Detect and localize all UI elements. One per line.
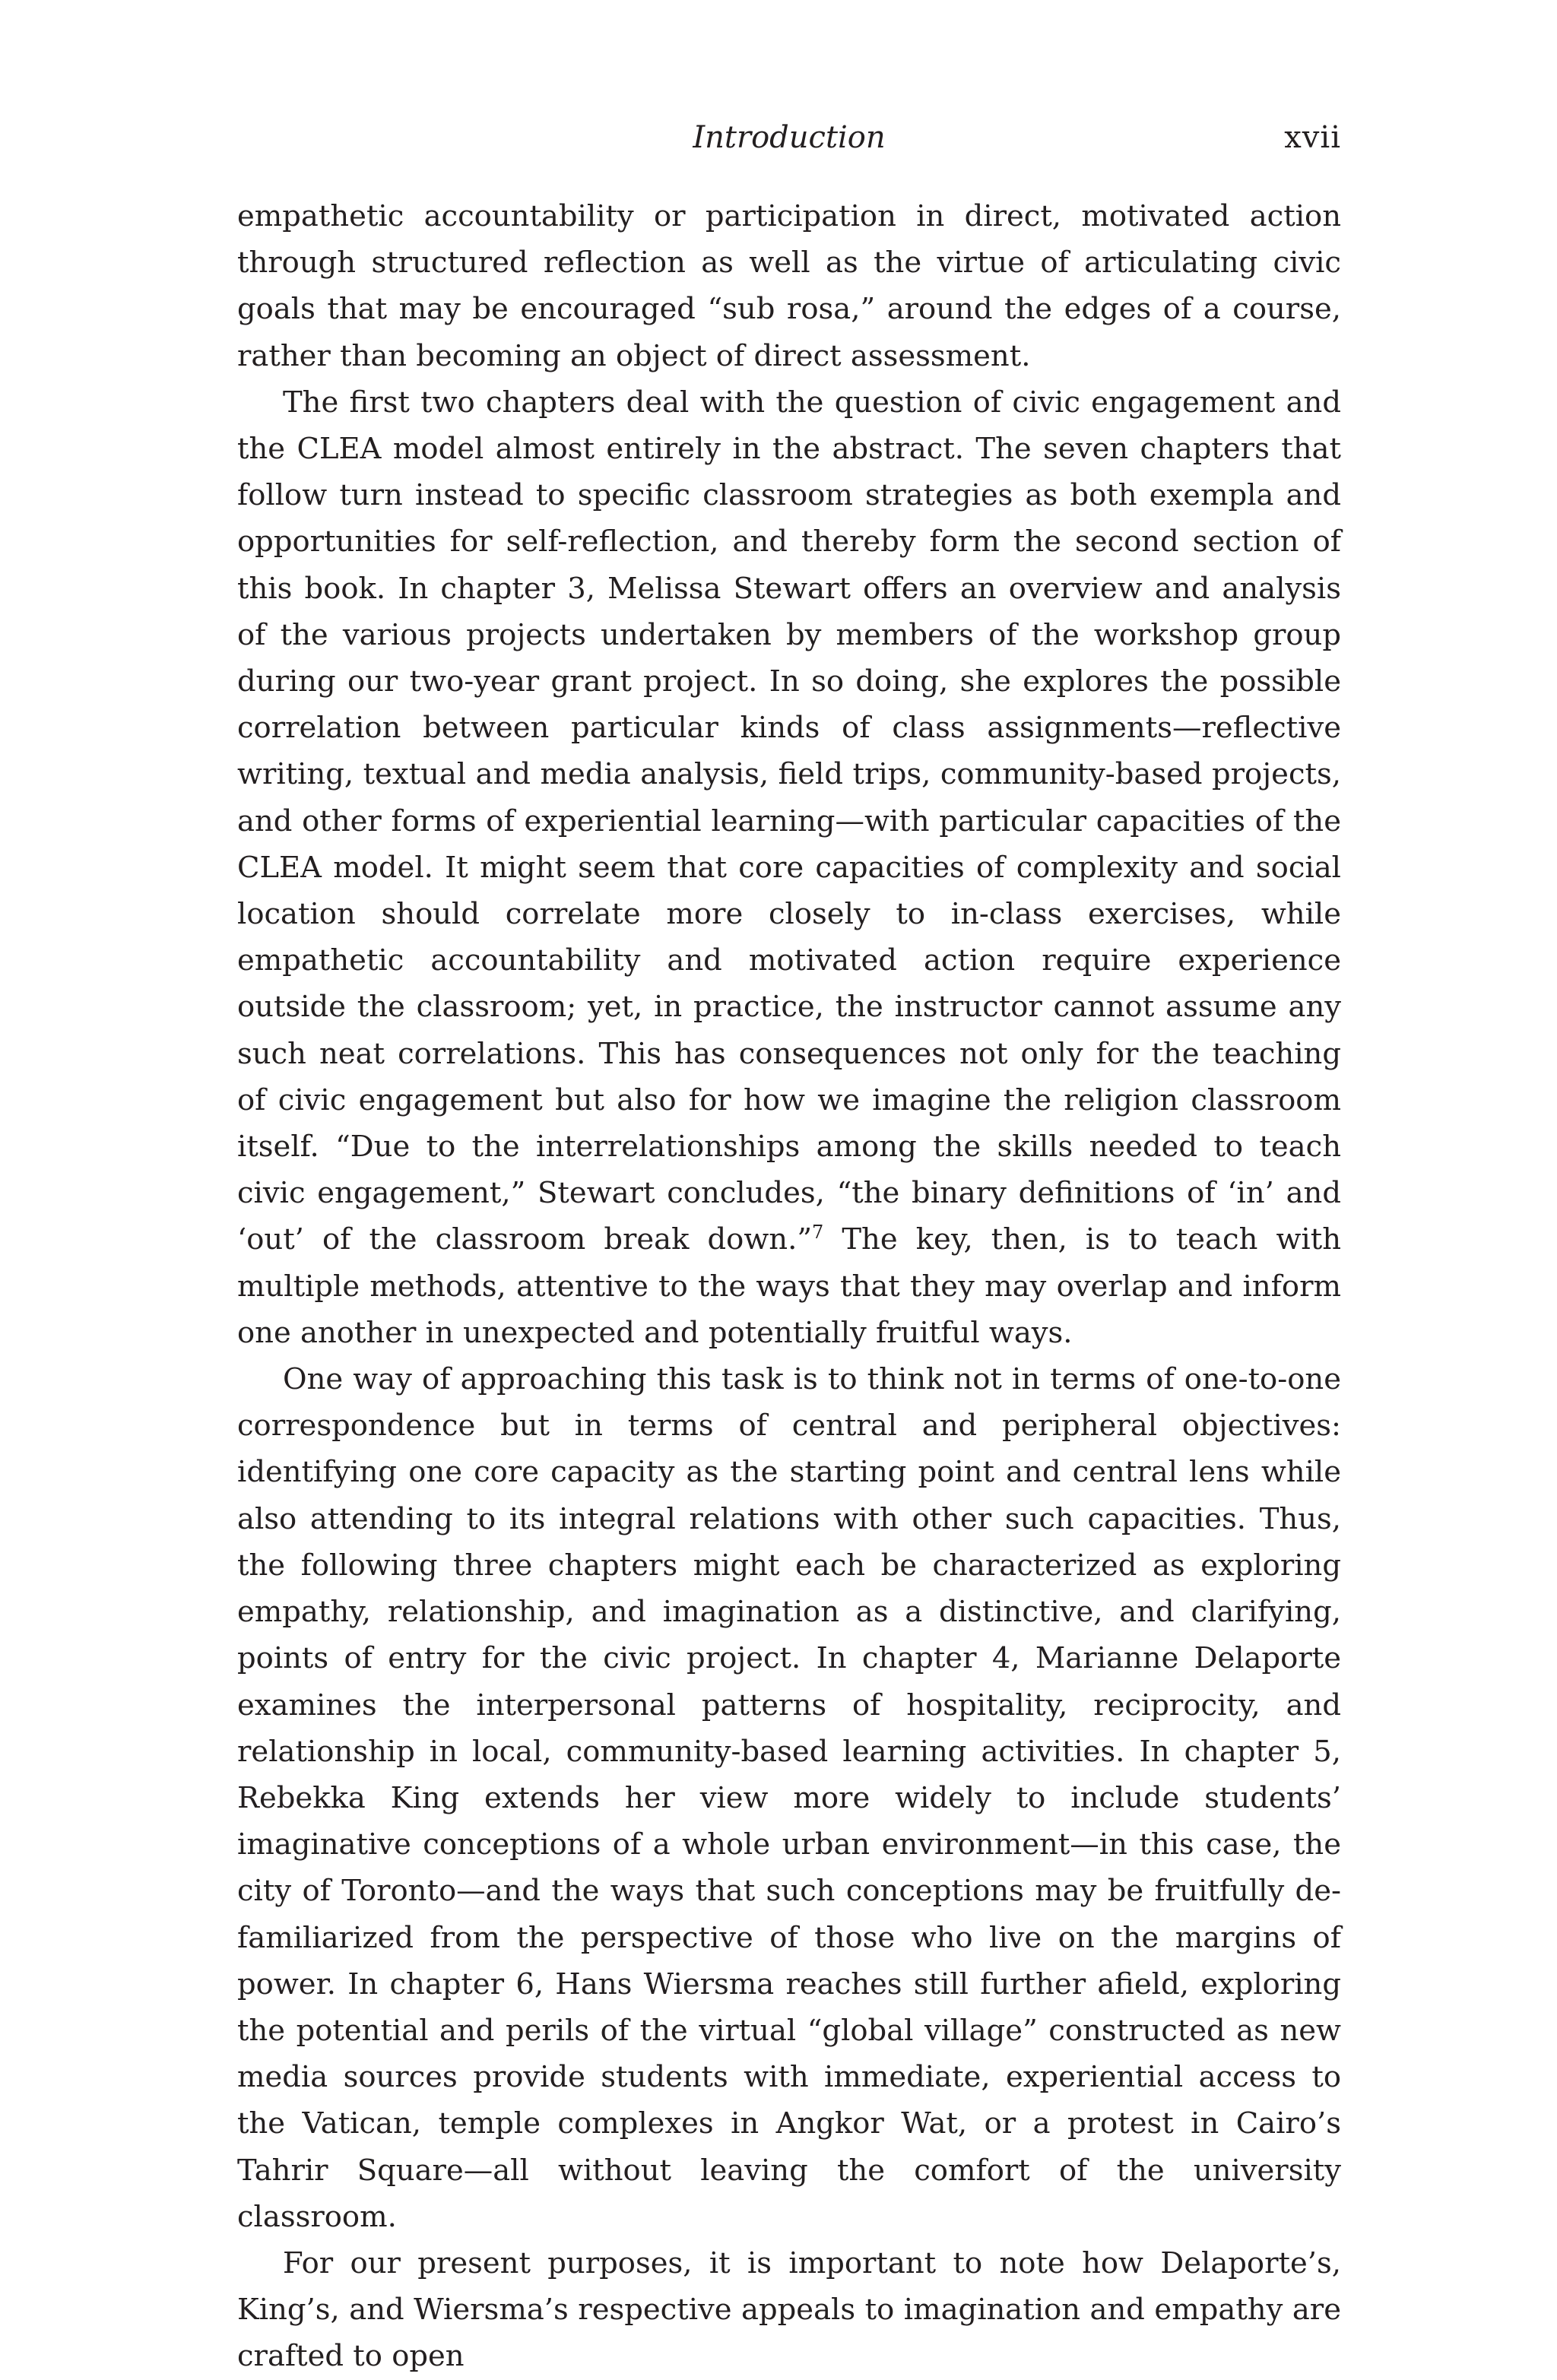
- body-text: [237, 193, 1341, 2380]
- paragraph-2: [237, 379, 1341, 1356]
- endnote-reference[interactable]: 7: [812, 1222, 824, 1244]
- book-page: [237, 114, 1341, 2380]
- running-header: [237, 114, 1341, 167]
- page-number: xvii: [1284, 120, 1341, 155]
- paragraph-text: For our present purposes, it is important to note how Delaporte’s, King’s, and Wiersma’s respective appeals to imagination and empathy are crafted to open: [237, 2245, 1341, 2374]
- paragraph-4: [237, 2240, 1341, 2380]
- paragraph-text-continued: The key, then, is to teach with multiple methods, attentive to the ways that they may overlap and inform one another in unexpected and potentially fruitful ways.: [237, 1222, 1341, 1350]
- paragraph-text: The first two chapters deal with the question of civic engagement and the CLEA model almost entirely in the abstract. The seven chapters that follow turn instead to specific classroom strategies as both exempla and opportunities for self-reflection, and thereby form the second section of this book. In chapter 3, Melissa Stewart offers an overview and analysis of the various projects undertaken by members of the workshop group during our two-year grant project. In so doing, she explores the possible correlation between particular kinds of class assignments—reflective writing, textual and media analysis, field trips, community-based projects, and other forms of experiential learning—with particular capacities of the CLEA model. It might seem that core capacities of complexity and social location should correlate more closely to in-class exercises, while empathetic accountability and motivated action require experience outside the classroom; yet, in practice, the instructor cannot assume any such neat correlations. This has consequences not only for the teaching of civic engagement but also for how we imagine the religion classroom itself. “Due to the interrelationships among the skills needed to teach civic engagement,” Stewart concludes, “the binary definitions of ‘in’ and ‘out’ of the classroom break down.”: [237, 385, 1341, 1257]
- running-title: Introduction: [693, 120, 886, 155]
- paragraph-3: [237, 1356, 1341, 2240]
- paragraph-1: [237, 193, 1341, 379]
- paragraph-text: empathetic accountability or participation in direct, motivated action through structured reflection as well as the virtue of articulating civic goals that may be encouraged “sub rosa,” around the edges of a course, rather than becoming an object of direct assessment.: [237, 199, 1341, 373]
- paragraph-text: One way of approaching this task is to think not in terms of one-to-one correspondence but in terms of central and peripheral objectives: identifying one core capacity as the starting point and central lens while also attending to its integral relations with other such capacities. Thus, the following three chapters might each be characterized as exploring empathy, relationship, and imagination as a distinctive, and clarifying, points of entry for the civic project. In chapter 4, Marianne Delaporte examines the interpersonal patterns of hospitality, reciprocity, and relationship in local, community-based learning activities. In chapter 5, Rebekka King extends her view more widely to include students’ imaginative conceptions of a whole urban environment—in this case, the city of Toronto—and the ways that such conceptions may be fruitfully de-familiarized from the perspective of those who live on the margins of power. In chapter 6, Hans Wiersma reaches still further afield, exploring the potential and perils of the virtual “global village” constructed as new media sources provide students with immediate, experiential access to the Vatican, temple complexes in Angkor Wat, or a protest in Cairo’s Tahrir Square—all without leaving the comfort of the university classroom.: [237, 1362, 1341, 2234]
